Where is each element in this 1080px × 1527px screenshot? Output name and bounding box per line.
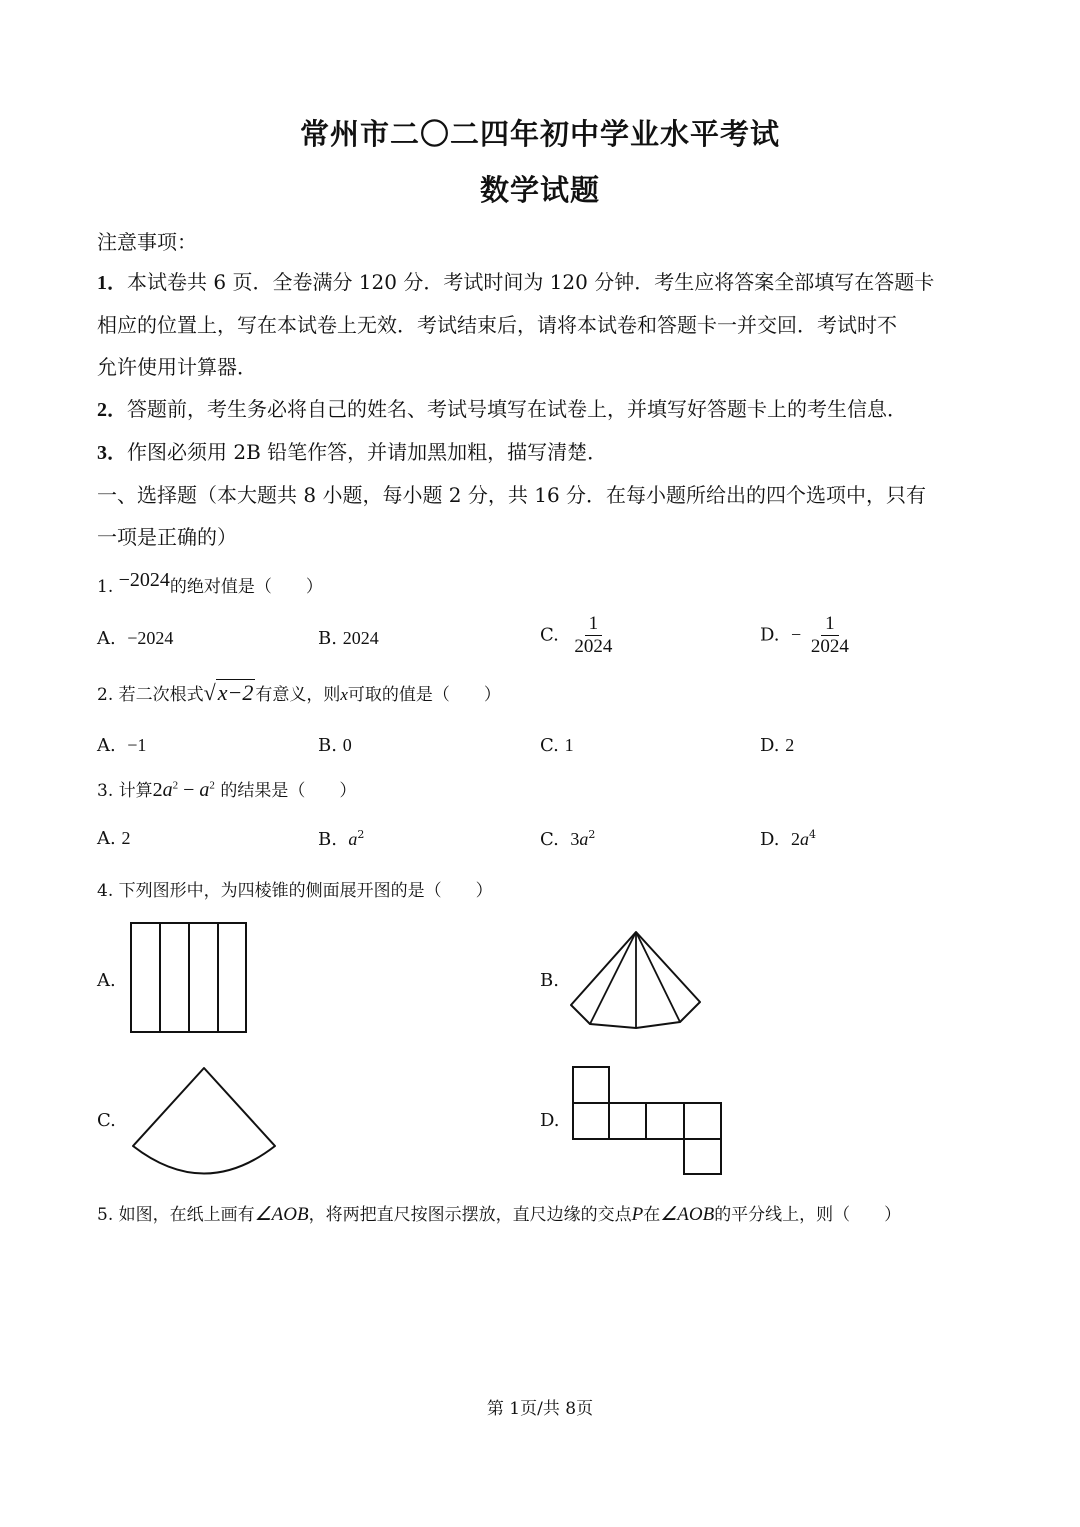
q3-option-b[interactable]: B. $a^2$ [318, 828, 365, 850]
q4-figure-d-cube-net [572, 1066, 724, 1176]
exam-subtitle: 数学试题 [479, 173, 600, 207]
notice-item-number: 1． [97, 272, 127, 294]
question-1 [97, 569, 323, 598]
q2-option-d[interactable]: D. 2 [760, 735, 795, 756]
question-number: 1. [97, 577, 114, 597]
question-2: 2. 若二次根式√x−2 有意义，则x可取的值是（ ） [97, 680, 501, 705]
notice-item-1 [97, 266, 934, 295]
notice-item-1-line3: 允许使用计算器． [97, 355, 257, 379]
q2-option-a[interactable]: A. −1 [97, 735, 147, 756]
q2-option-b[interactable]: B. 0 [318, 735, 352, 756]
q4-option-b-label[interactable]: B. [540, 970, 559, 991]
q4-option-c-label[interactable]: C. [97, 1110, 116, 1131]
q4-figure-c-sector [130, 1066, 278, 1178]
question-3: 3. 计算$2a^2 - a^2$ 的结果是（ ） [97, 779, 357, 801]
section-heading-line2: 一项是正确的） [97, 525, 237, 549]
question-expression: −2024 [118, 569, 170, 591]
q3-option-d[interactable]: D. $2a^4$ [760, 828, 816, 850]
q1-option-a[interactable]: A. −2024 [97, 628, 174, 649]
notice-item-text: 答题前，考生务必将自己的姓名、考试号填写在试卷上，并填写好答题卡上的考生信息． [127, 397, 907, 421]
question-5: 5. 如图，在纸上画有∠AOB，将两把直尺按图示摆放，直尺边缘的交点P在∠AOB的平分线上，则（ ） [97, 1204, 902, 1225]
q1-option-c[interactable]: C. $\frac{1}{2024}$ [540, 613, 616, 658]
q1-option-b[interactable]: B. 2024 [318, 628, 379, 649]
notice-heading: 注意事项： [97, 230, 197, 254]
notice-item-3 [97, 436, 607, 465]
question-4: 4. 下列图形中，为四棱锥的侧面展开图的是（ ） [97, 881, 493, 901]
fraction: $\frac{1}{2024}$ [574, 613, 613, 657]
page-footer: 第 1页/共 8页 [486, 1399, 594, 1419]
square-root-expression: √x−2 [203, 680, 254, 705]
q2-option-c[interactable]: C. 1 [540, 735, 574, 756]
notice-item-2 [97, 393, 907, 422]
section-heading: 一、选择题（本大题共 8 小题，每小题 2 分，共 16 分．在每小题所给出的四个选项中，只有 [97, 483, 927, 507]
notice-item-text: 作图必须用 2B 铅笔作答，并请加黑加粗，描写清楚． [127, 440, 608, 464]
q4-option-a-label[interactable]: A. [97, 970, 116, 991]
fraction: $\frac{1}{2024}$ [810, 613, 849, 657]
exam-title: 常州市二〇二四年初中学业水平考试 [299, 117, 780, 151]
q3-option-c[interactable]: C. $3a^2$ [540, 828, 596, 850]
question-text: 的绝对值是（ ） [169, 577, 323, 597]
notice-item-number: 2． [97, 399, 127, 421]
q1-option-d[interactable]: D. − $\frac{1}{2024}$ [760, 613, 853, 658]
q4-option-d-label[interactable]: D. [540, 1110, 560, 1131]
q3-option-a[interactable]: A. 2 [97, 828, 131, 849]
notice-item-text: 本试卷共 6 页．全卷满分 120 分．考试时间为 120 分钟．考生应将答案全部填写在答题卡 [127, 270, 935, 294]
q4-figure-a-rectangle-strips [130, 922, 248, 1034]
notice-item-number: 3． [97, 442, 127, 464]
notice-item-1-line2: 相应的位置上，写在本试卷上无效．考试结束后，请将本试卷和答题卡一并交回．考试时不 [97, 313, 897, 337]
question-expression: $2a^2 - a^2$ [152, 779, 215, 801]
q4-figure-b-triangle-fan [570, 930, 702, 1030]
